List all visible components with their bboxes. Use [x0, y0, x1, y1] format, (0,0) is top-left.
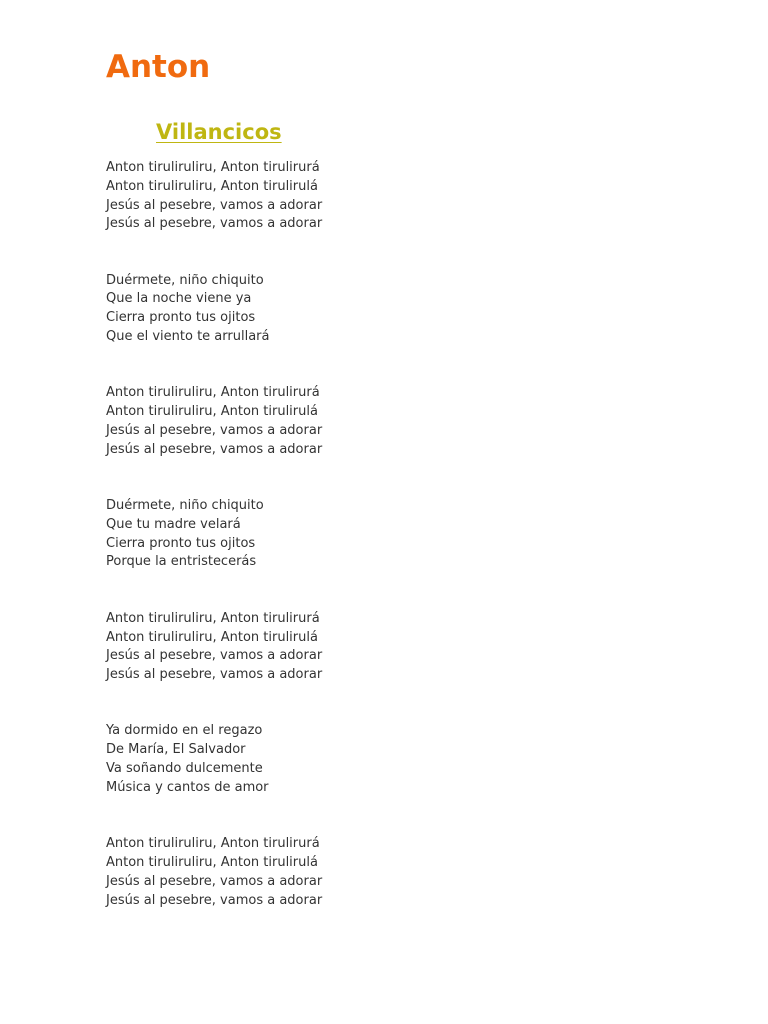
lyric-line: Jesús al pesebre, vamos a adorar — [106, 667, 323, 683]
lyric-line: Jesús al pesebre, vamos a adorar — [106, 648, 323, 664]
stanza — [106, 610, 666, 685]
lyric-line: Anton tiruliruliru, Anton tirulirulá — [106, 854, 318, 870]
lyric-line: De María, El Salvador — [106, 742, 246, 758]
lyric-line: Que el viento te arrullará — [106, 329, 270, 345]
stanza — [106, 835, 666, 910]
lyric-line: Anton tiruliruliru, Anton tirulirurá — [106, 160, 320, 175]
lyric-line: Cierra pronto tus ojitos — [106, 535, 256, 551]
lyric-line: Anton tiruliruliru, Anton tirulirulá — [106, 404, 318, 420]
document-subtitle: Villancicos — [156, 120, 282, 144]
lyric-line: Duérmete, niño chiquito — [106, 272, 264, 288]
lyric-line: Duérmete, niño chiquito — [106, 498, 264, 514]
stanza — [106, 497, 666, 572]
lyric-line: Jesús al pesebre, vamos a adorar — [106, 441, 323, 457]
lyric-line: Jesús al pesebre, vamos a adorar — [106, 216, 323, 232]
lyric-line: Que la noche viene ya — [106, 291, 252, 307]
stanza — [106, 384, 666, 459]
lyric-line: Porque la entristecerás — [106, 554, 257, 570]
lyric-line: Va soñando dulcemente — [106, 761, 263, 777]
stanza — [106, 159, 666, 234]
lyric-line: Anton tiruliruliru, Anton tirulirurá — [106, 836, 320, 852]
lyric-line: Jesús al pesebre, vamos a adorar — [106, 873, 323, 889]
lyric-line: Jesús al pesebre, vamos a adorar — [106, 197, 323, 213]
stanza — [106, 272, 666, 347]
stanza — [106, 722, 666, 797]
lyric-line: Que tu madre velará — [106, 516, 241, 532]
lyric-line: Anton tiruliruliru, Anton tirulirurá — [106, 610, 320, 626]
lyric-line: Jesús al pesebre, vamos a adorar — [106, 422, 323, 438]
lyric-line: Jesús al pesebre, vamos a adorar — [106, 892, 323, 908]
document-title: Anton — [106, 49, 211, 85]
lyric-line: Anton tiruliruliru, Anton tirulirulá — [106, 178, 318, 194]
lyrics-body — [106, 159, 666, 948]
lyric-line: Anton tiruliruliru, Anton tirulirurá — [106, 385, 320, 401]
lyric-line: Música y cantos de amor — [106, 779, 269, 795]
lyric-line: Cierra pronto tus ojitos — [106, 310, 256, 326]
lyric-line: Ya dormido en el regazo — [106, 723, 263, 739]
lyric-line: Anton tiruliruliru, Anton tirulirulá — [106, 629, 318, 645]
